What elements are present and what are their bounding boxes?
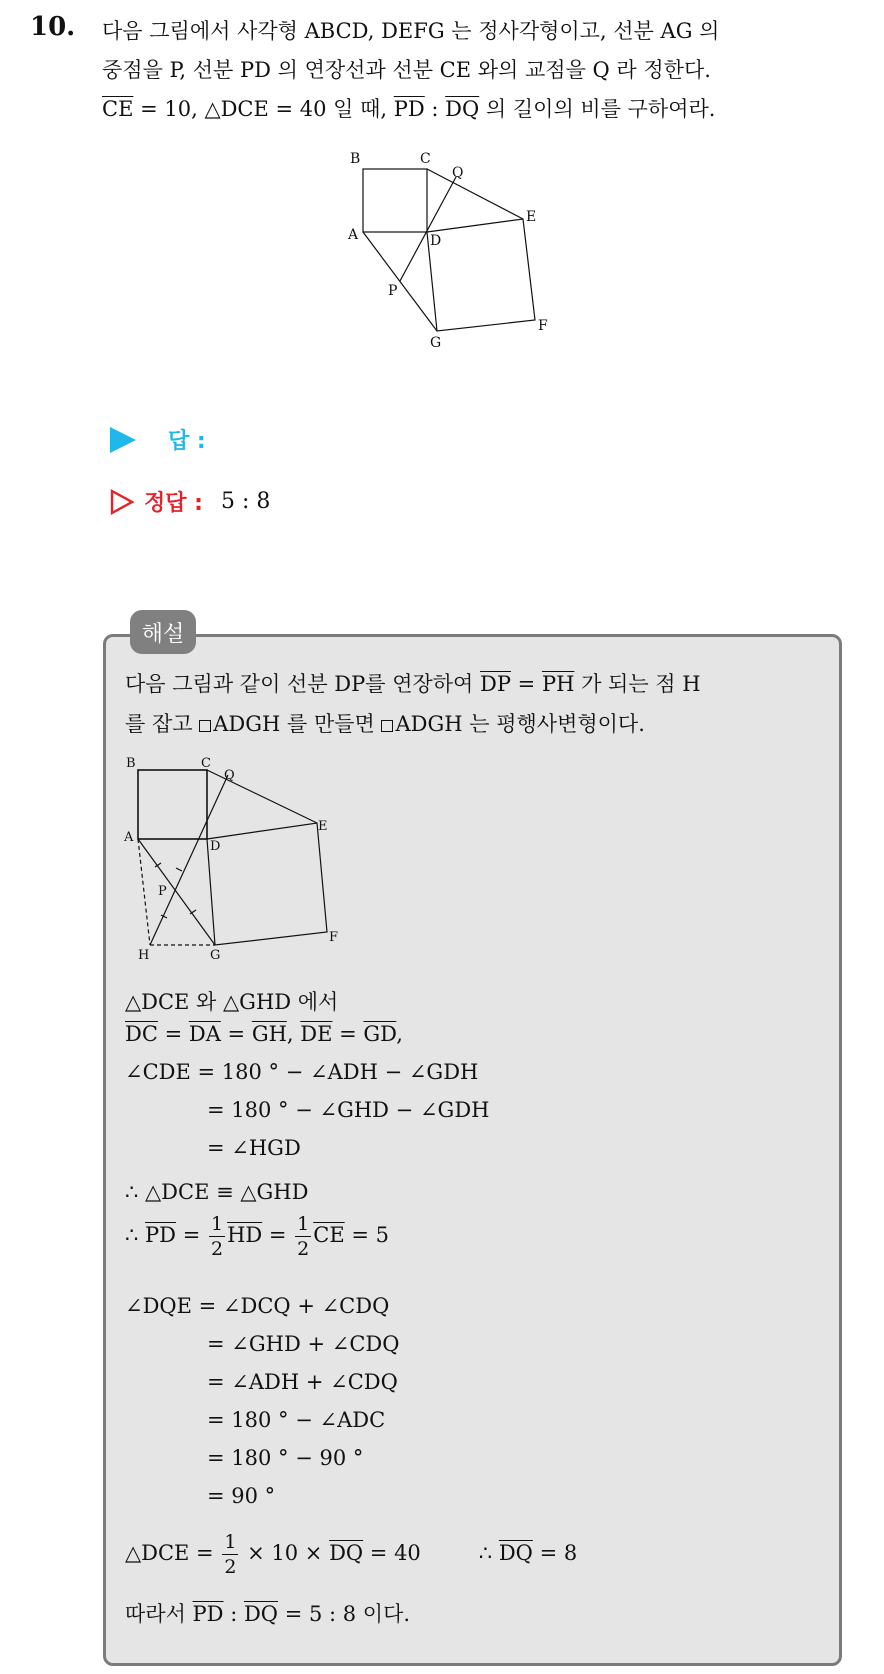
solution-intro-line-2: [125, 708, 645, 738]
s14-b: × 10 ×: [240, 1541, 330, 1565]
s15-c: :: [223, 1602, 244, 1626]
solution-line-1: △DCE 와 △GHD 에서: [125, 990, 339, 1014]
segment-ag-line: [363, 232, 437, 331]
solution-line-2: [125, 1022, 403, 1046]
solution-line-3: ∠CDE = 180 ° − ∠ADH − ∠GDH: [125, 1060, 479, 1084]
s14-d: = 40: [363, 1541, 421, 1565]
s14-a: △DCE =: [125, 1541, 221, 1565]
square-defg: [427, 219, 535, 331]
s7-end: = 5: [344, 1223, 389, 1247]
square-abcd: [363, 169, 427, 232]
seg-gd: $\overline{GD}$: [363, 1022, 397, 1046]
solution-line-9: = ∠GHD + ∠CDQ: [207, 1332, 400, 1356]
answer-label: 답 :: [168, 429, 206, 454]
square-symbol-icon: [381, 720, 393, 732]
frac2-den: 2: [297, 1238, 310, 1260]
fig2-segment-ag: [138, 839, 215, 945]
q3-text-g: 의 길이의 비를 구하여라.: [479, 97, 716, 121]
correct-answer-row: [110, 486, 270, 517]
play-triangle-icon: [110, 427, 136, 453]
fig1-label-p: P: [388, 283, 398, 299]
intro2-a: 를 잡고: [125, 712, 200, 736]
fig2-label-d: D: [210, 839, 221, 854]
s14-e: ∴: [478, 1541, 499, 1565]
segment-dp: $\overline{DP}$: [480, 672, 511, 696]
intro1-e: 가 되는 점 H: [574, 672, 701, 696]
fig2-label-q: Q: [224, 768, 235, 783]
fraction-half-3: [222, 1530, 238, 1579]
fig2-label-h: H: [138, 948, 150, 963]
solution-line-11: = 180 ° − ∠ADC: [207, 1408, 386, 1432]
fraction-half-2: [295, 1212, 311, 1261]
frac3-num: 1: [224, 1531, 237, 1553]
solution-line-13: = 90 °: [207, 1484, 276, 1508]
fig2-square-defg: [207, 823, 327, 945]
seg-de: $\overline{DE}$: [300, 1022, 333, 1046]
s2-comma: ,: [286, 1022, 301, 1046]
question-line-3: [102, 90, 872, 129]
intro2-c: ADGH 는 평행사변형이다.: [395, 712, 645, 736]
q3-text-b: = 10,: [133, 97, 205, 121]
s2-end: ,: [396, 1022, 403, 1046]
s2-eq1: =: [157, 1022, 189, 1046]
fig2-segment-ah: [138, 839, 150, 945]
fig1-label-e: E: [526, 209, 537, 225]
question-number: 10.: [30, 12, 76, 42]
fig2-label-f: F: [329, 930, 339, 945]
tick-mark-3: [176, 868, 182, 871]
segment-pd: $\overline{PD}$: [393, 97, 425, 121]
correct-answer-value: 5 : 8: [220, 489, 271, 514]
solution-line-5: = ∠HGD: [207, 1136, 301, 1160]
s2-eq3: =: [332, 1022, 364, 1046]
fig2-label-p: P: [158, 884, 167, 899]
frac3-den: 2: [224, 1556, 237, 1578]
question-line-1: 다음 그림에서 사각형 ABCD, DEFG 는 정사각형이고, 선분 AG 의: [102, 19, 720, 43]
segment-ce-line: [427, 169, 523, 219]
fig1-label-f: F: [538, 318, 548, 334]
intro1-a: 다음 그림과 같이 선분 DP를 연장하여: [125, 672, 481, 696]
solution-line-7: [125, 1212, 389, 1261]
fig1-label-a: A: [348, 227, 359, 243]
q3-text-c: △DCE = 40 일 때,: [204, 97, 394, 121]
seg-gh: $\overline{GH}$: [251, 1022, 287, 1046]
fraction-half-1: [209, 1212, 225, 1261]
solution-intro-line-1: [125, 668, 701, 698]
geometry-figure-2: [120, 755, 350, 965]
q3-text-e: :: [424, 97, 446, 121]
intro2-b: ADGH 를 만들면: [213, 712, 382, 736]
solution-tab: 해설: [130, 610, 196, 654]
fig1-label-d: D: [430, 233, 442, 249]
solution-line-12: = 180 ° − 90 °: [207, 1446, 364, 1470]
seg-pd-2: $\overline{PD}$: [145, 1223, 177, 1247]
fig2-label-a: A: [124, 830, 134, 845]
seg-ce-2: $\overline{CE}$: [313, 1223, 345, 1247]
frac1-den: 2: [210, 1238, 224, 1260]
fig2-label-b: B: [126, 756, 136, 771]
segment-dq: $\overline{DQ}$: [445, 97, 480, 121]
seg-dq-2: $\overline{DQ}$: [329, 1541, 364, 1565]
fig2-square-abcd: [138, 770, 207, 839]
outline-triangle-icon: [110, 489, 134, 515]
solution-line-8: ∠DQE = ∠DCQ + ∠CDQ: [125, 1294, 390, 1318]
correct-answer-label: 정답 :: [144, 491, 203, 516]
seg-dq-4: $\overline{DQ}$: [243, 1602, 279, 1626]
s7-therefore: ∴: [125, 1223, 146, 1247]
segment-ph: $\overline{PH}$: [541, 672, 575, 696]
seg-hd: $\overline{HD}$: [227, 1223, 263, 1247]
frac1-num: 1: [210, 1213, 224, 1235]
intro1-c: =: [511, 672, 542, 696]
solution-line-10: = ∠ADH + ∠CDQ: [207, 1370, 398, 1394]
fig1-label-q: Q: [452, 165, 464, 181]
s7-eq: =: [176, 1223, 207, 1247]
seg-dc: $\overline{DC}$: [125, 1022, 158, 1046]
s15-e: = 5 : 8 이다.: [278, 1602, 411, 1626]
solution-line-14: [125, 1530, 577, 1579]
s2-eq2: =: [220, 1022, 252, 1046]
answer-row: [110, 424, 206, 455]
fig2-segment-hq: [150, 775, 228, 945]
solution-line-15: [125, 1598, 410, 1628]
s14-g: = 8: [532, 1541, 578, 1565]
segment-ce: $\overline{CE}$: [102, 97, 134, 121]
solution-line-6: ∴ △DCE ≡ △GHD: [125, 1180, 309, 1204]
geometry-figure-1: [348, 151, 560, 355]
fig1-label-g: G: [430, 335, 442, 351]
fig1-label-c: C: [420, 151, 431, 167]
question-text: [102, 12, 872, 129]
seg-dq-3: $\overline{DQ}$: [498, 1541, 533, 1565]
solution-line-4: = 180 ° − ∠GHD − ∠GDH: [207, 1098, 490, 1122]
fig2-label-g: G: [210, 948, 221, 963]
question-line-2: 중점을 P, 선분 PD 의 연장선과 선분 CE 와의 교점을 Q 라 정한다.: [102, 58, 711, 82]
s7-eq2: =: [262, 1223, 294, 1247]
seg-da: $\overline{DA}$: [188, 1022, 221, 1046]
frac2-num: 1: [297, 1213, 310, 1235]
s15-a: 따라서: [125, 1602, 193, 1626]
fig2-label-e: E: [318, 819, 328, 834]
square-symbol-icon: [199, 720, 211, 732]
fig2-label-c: C: [201, 756, 211, 771]
fig1-label-b: B: [350, 151, 361, 167]
seg-pd-3: $\overline{PD}$: [192, 1602, 224, 1626]
